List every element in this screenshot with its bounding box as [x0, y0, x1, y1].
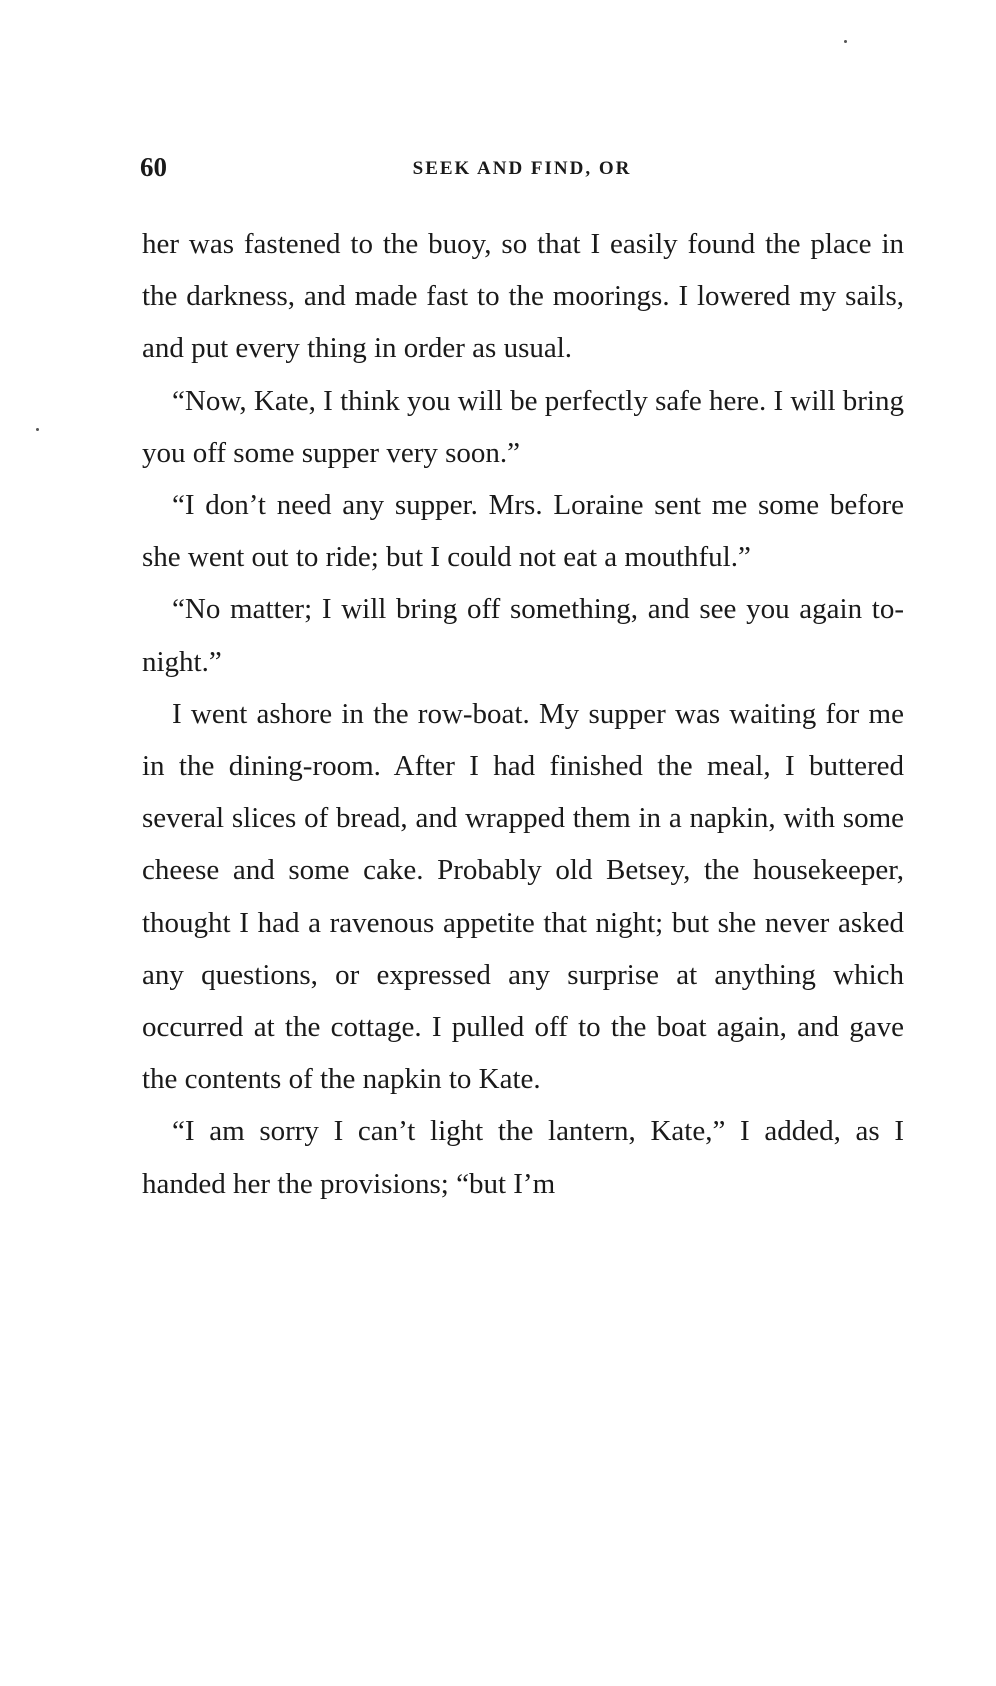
paragraph: her was fastened to the buoy, so that I easily found the place in the darkness, and made fast to the moorings. I lowered my sails, and put every thing in order as usual.: [142, 228, 904, 365]
paragraph: I went ashore in the row-boat. My supper was waiting for me in the dining-room. After I had finished the meal, I buttered several slices of bread, and wrapped them in a napkin, with some cheese and some cake. Probably old Betsey, the housekeeper, thought I had a ravenous appetite that night; but she never asked any questions, or expressed any surprise at anything which occurred at the cottage. I pulled off to the boat again, and gave the contents of the napkin to Kate.: [142, 697, 904, 1096]
page-speck: [844, 40, 847, 43]
paragraph: “Now, Kate, I think you will be perfectly safe here. I will bring you off some supper very soon.”: [142, 384, 904, 469]
page-speck: [36, 428, 39, 431]
page-number: 60: [140, 152, 167, 182]
page-header: [140, 152, 904, 192]
running-title: SEEK AND FIND, OR: [412, 158, 632, 179]
body-text: [142, 218, 904, 1210]
paragraph: “No matter; I will bring off something, and see you again to-night.”: [142, 593, 904, 678]
paragraph: “I am sorry I can’t light the lantern, Kate,” I added, as I handed her the provisions; “but I’m: [142, 1115, 904, 1200]
paragraph: “I don’t need any supper. Mrs. Loraine sent me some before she went out to ride; but I could not eat a mouthful.”: [142, 489, 904, 574]
